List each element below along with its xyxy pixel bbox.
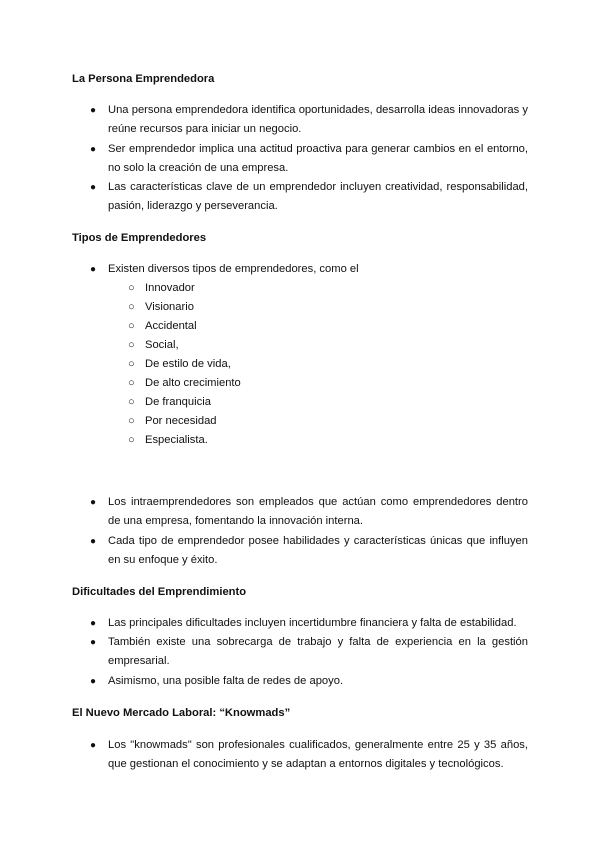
sub-list-item: De franquicia — [145, 396, 211, 408]
bullet-icon: ● — [90, 264, 97, 275]
section-heading-knowmads: El Nuevo Mercado Laboral: “Knowmads” — [72, 707, 291, 719]
list-item: Las principales dificultades incluyen incertidumbre financiera y falta de estabilidad. — [108, 617, 517, 629]
circle-bullet-icon: ○ — [128, 282, 135, 294]
bullet-icon: ● — [90, 536, 97, 547]
section-heading-dificultades: Dificultades del Emprendimiento — [72, 586, 247, 598]
bullet-icon: ● — [90, 497, 97, 508]
bullet-icon: ● — [90, 144, 97, 155]
bullet-icon: ● — [90, 740, 97, 751]
circle-bullet-icon: ○ — [128, 301, 135, 313]
bullet-icon: ● — [90, 637, 97, 648]
list-item-intro: Existen diversos tipos de emprendedores, como el — [108, 263, 359, 275]
list-item: Asimismo, una posible falta de redes de apoyo. — [108, 675, 344, 687]
bullet-icon: ● — [90, 676, 97, 687]
section-heading-persona-emprendedora: La Persona Emprendedora — [72, 73, 215, 85]
list-item: Ser emprendedor implica una actitud proactiva para generar cambios en el entorno, no solo la creación de una empresa. — [108, 143, 528, 174]
list-item: Los "knowmads" son profesionales cualificados, generalmente entre 25 y 35 años, que gestionan el conocimiento y se adaptan a entornos digitales y tecnológicos. — [108, 739, 528, 770]
sub-list-item: Especialista. — [145, 434, 208, 446]
sub-list-item: De estilo de vida, — [145, 358, 231, 370]
list-item: Una persona emprendedora identifica oportunidades, desarrolla ideas innovadoras y reúne recursos para iniciar un negocio. — [108, 104, 528, 135]
list-item: También existe una sobrecarga de trabajo y falta de experiencia en la gestión empresarial. — [108, 636, 528, 667]
circle-bullet-icon: ○ — [128, 396, 135, 408]
sub-list-item: Accidental — [145, 320, 197, 332]
sub-list-item: Visionario — [145, 301, 194, 313]
section-heading-tipos-emprendedores: Tipos de Emprendedores — [72, 232, 207, 244]
list-item: Cada tipo de emprendedor posee habilidades y características únicas que influyen en su enfoque y éxito. — [108, 535, 528, 566]
sub-list-item: De alto crecimiento — [145, 377, 241, 389]
circle-bullet-icon: ○ — [128, 339, 135, 351]
bullet-icon: ● — [90, 618, 97, 629]
sub-list-item: Social, — [145, 339, 179, 351]
circle-bullet-icon: ○ — [128, 320, 135, 332]
sub-list-item: Por necesidad — [145, 415, 217, 427]
list-item: Los intraemprendedores son empleados que actúan como emprendedores dentro de una empresa, fomentando la innovación interna. — [108, 496, 528, 527]
circle-bullet-icon: ○ — [128, 377, 135, 389]
circle-bullet-icon: ○ — [128, 434, 135, 446]
sub-list-item: Innovador — [145, 282, 195, 294]
bullet-icon: ● — [90, 182, 97, 193]
circle-bullet-icon: ○ — [128, 358, 135, 370]
bullet-icon: ● — [90, 105, 97, 116]
circle-bullet-icon: ○ — [128, 415, 135, 427]
list-item: Las características clave de un emprendedor incluyen creatividad, responsabilidad, pasión, liderazgo y perseverancia. — [108, 181, 528, 212]
